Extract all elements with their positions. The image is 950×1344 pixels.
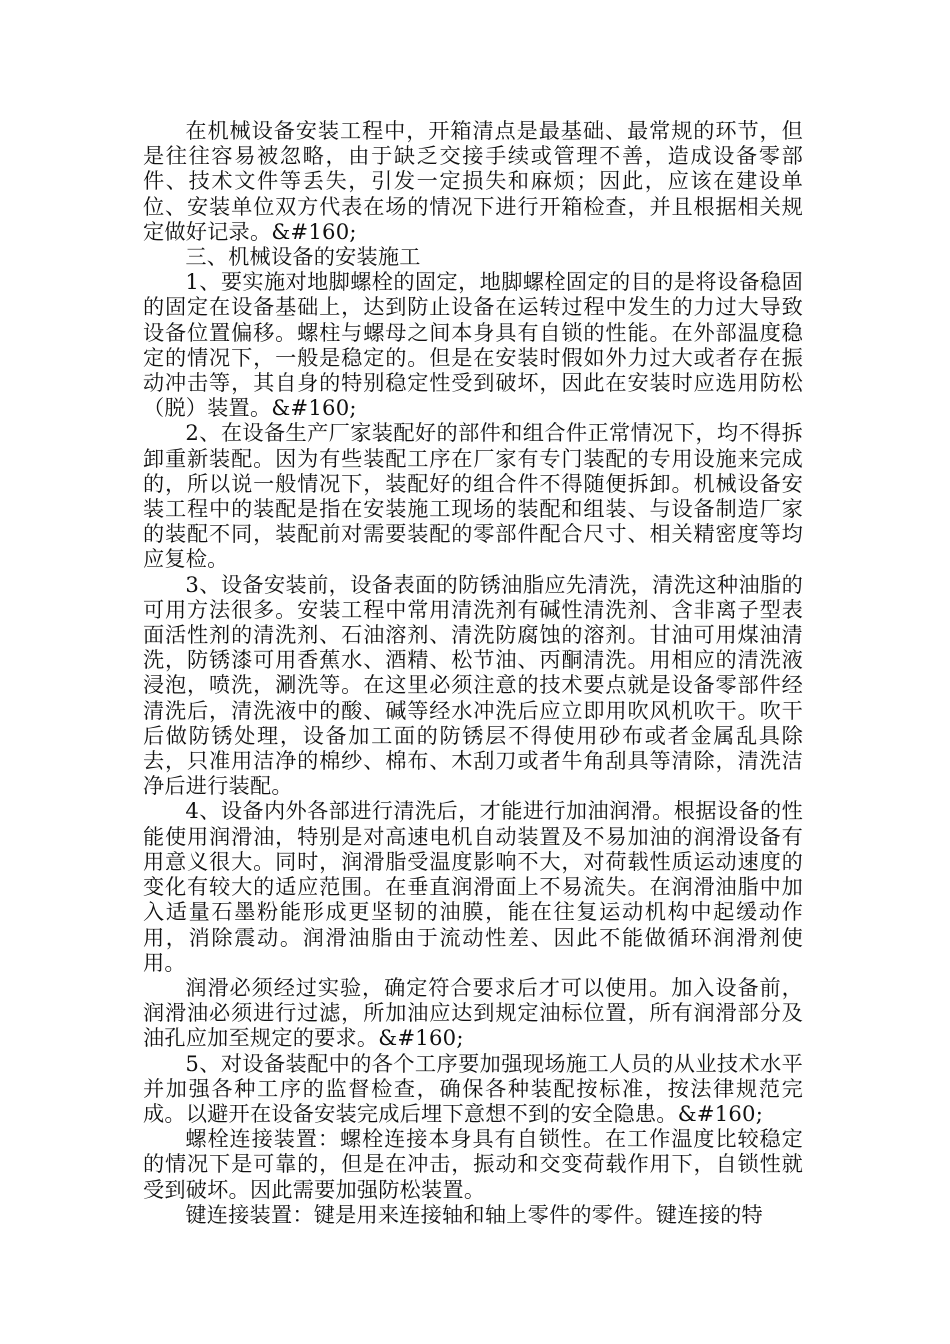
section-heading-installation: 三、机械设备的安装施工 <box>185 244 421 270</box>
paragraph-supervision: 5、对设备装配中的各个工序要加强现场施工人员的从业技术水平并加强各种工序的监督检查，确保各种装配按标准，按法律规范完成。以避开在设备安装完成后埋下意想不到的安全隐患。&#160; <box>143 1050 803 1126</box>
document-body <box>143 118 803 1227</box>
paragraph-lubrication: 4、设备内外各部进行清洗后，才能进行加油润滑。根据设备的性能使用润滑油，特别是对高速电机自动装置及不易加油的润滑设备有用意义很大。同时，润滑脂受温度影响不大，对荷载性质运动速度的变化有较大的适应范围。在垂直润滑面上不易流失。在润滑油脂中加入适量石墨粉能形成更坚韧的油膜，能在往复运动机构中起缓动作用，消除震动。润滑油脂由于流动性差、因此不能做循环润滑剂使用。 <box>143 798 803 975</box>
paragraph-lubrication-testing: 润滑必须经过实验，确定符合要求后才可以使用。加入设备前，润滑油必须进行过滤，所加油应达到规定油标位置，所有润滑部分及油孔应加至规定的要求。&#160; <box>143 974 803 1051</box>
paragraph-cleaning: 3、设备安装前，设备表面的防锈油脂应先清洗，清洗这种油脂的可用方法很多。安装工程中常用清洗剂有碱性清洗剂、含非离子型表面活性剂的清洗剂、石油溶剂、清洗防腐蚀的溶剂。甘油可用煤油清洗，防锈漆可用香蕉水、酒精、松节油、丙酮清洗。用相应的清洗液浸泡，喷洗，涮洗等。在这里必须注意的技术要点就是设备零部件经清洗后，清洗液中的酸、碱等经水冲洗后应立即用吹风机吹干。吹干后做防锈处理，设备加工面的防锈层不得使用砂布或者金属乱具除去，只准用洁净的棉纱、棉布、木刮刀或者牛角刮具等清除，清洗洁净后进行装配。 <box>143 571 803 799</box>
paragraph-key-connection: 键连接装置：键是用来连接轴和轴上零件的零件。键连接的特 <box>185 1201 763 1227</box>
paragraph-unpacking-inspection: 在机械设备安装工程中，开箱清点是最基础、最常规的环节，但是往往容易被忽略，由于缺乏交接手续或管理不善，造成设备零部件、技术文件等丢失，引发一定损失和麻烦；因此，应该在建设单位、安装单位双方代表在场的情况下进行开箱检查，并且根据相关规定做好记录。&#160; <box>143 118 803 244</box>
paragraph-factory-assembly: 2、在设备生产厂家装配好的部件和组合件正常情况下，均不得拆卸重新装配。因为有些装配工序在厂家有专门装配的专用设施来完成的，所以说一般情况下，装配好的组合件不得随便拆卸。机械设备安装工程中的装配是指在安装施工现场的装配和组装、与设备制造厂家的装配不同，装配前对需要装配的零部件配合尺寸、相关精密度等均应复检。 <box>143 420 803 572</box>
paragraph-anchor-bolts: 1、要实施对地脚螺栓的固定，地脚螺栓固定的目的是将设备稳固的固定在设备基础上，达到防止设备在运转过程中发生的力过大导致设备位置偏移。螺柱与螺母之间本身具有自锁的性能。在外部温度稳定的情况下，一般是稳定的。但是在安装时假如外力过大或者存在振动冲击等，其自身的特别稳定性受到破坏，因此在安装时应选用防松（脱）装置。&#160; <box>143 269 803 421</box>
paragraph-bolt-connection: 螺栓连接装置：螺栓连接本身具有自锁性。在工作温度比较稳定的情况下是可靠的，但是在冲击，振动和交变荷载作用下，自锁性就受到破坏。因此需要加强防松装置。 <box>143 1126 803 1202</box>
